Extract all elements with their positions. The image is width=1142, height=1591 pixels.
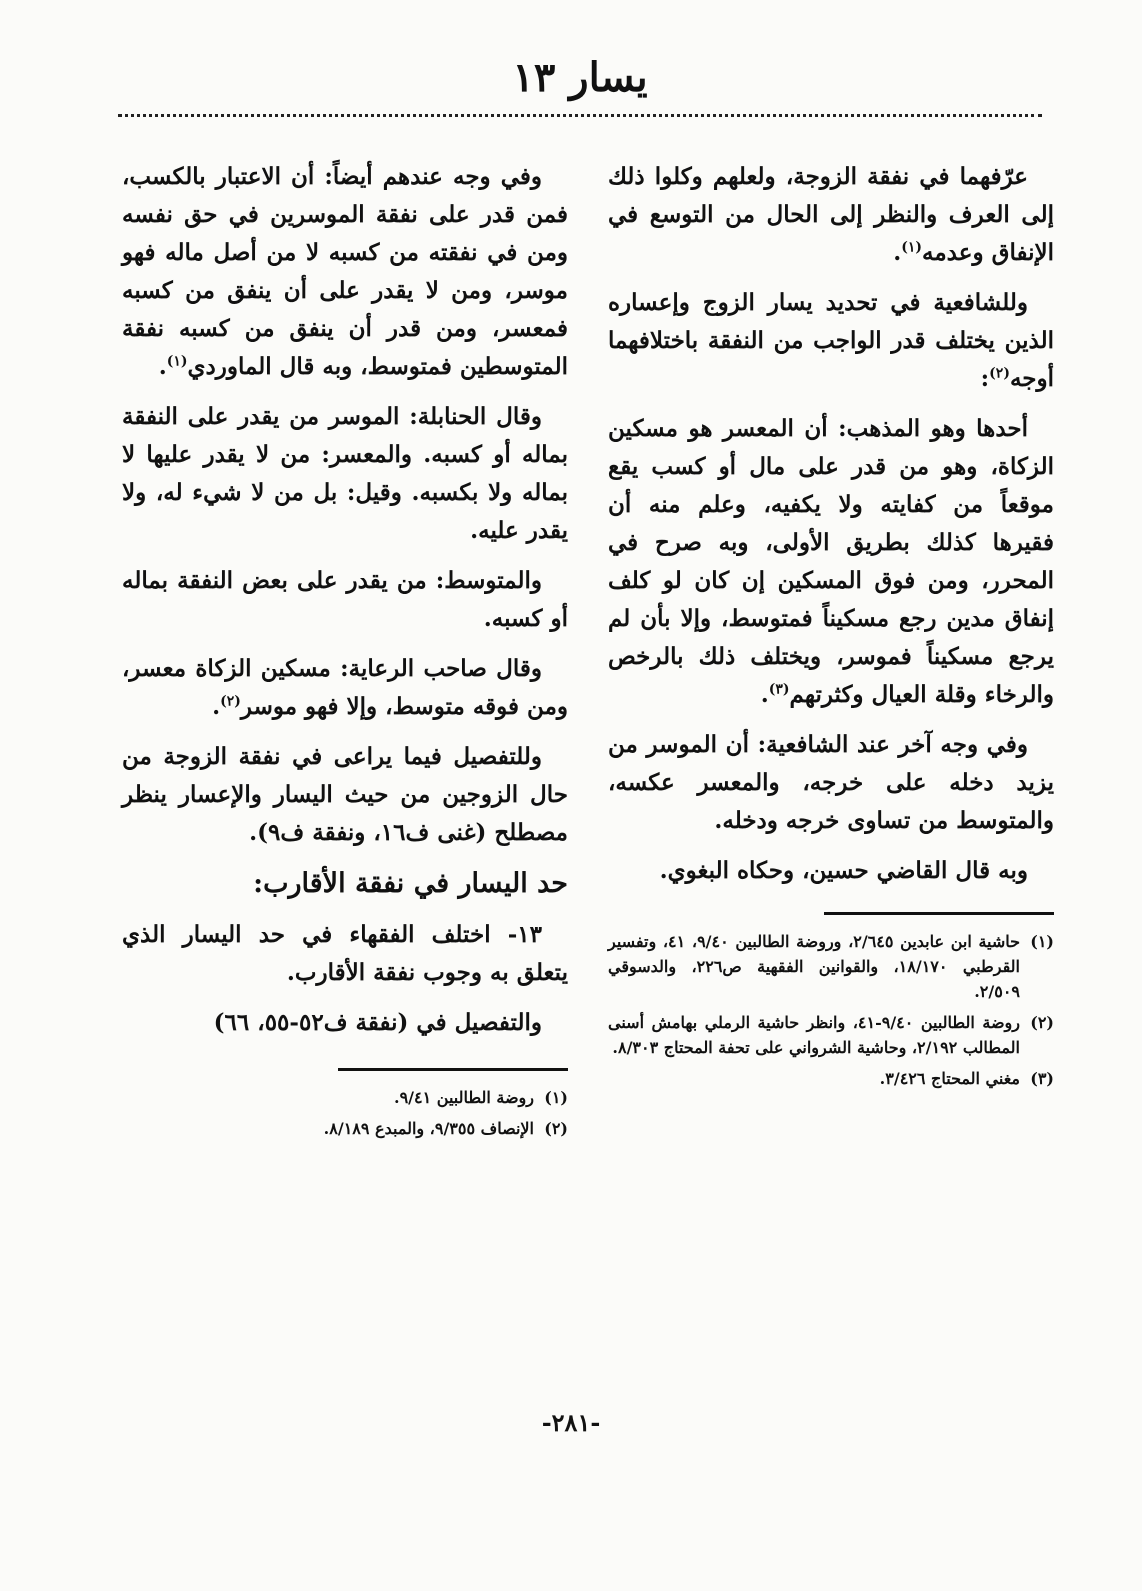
- footnote-ref[interactable]: (٢): [220, 693, 241, 710]
- footnote-separator: [338, 1068, 568, 1071]
- paragraph: وقال الحنابلة: الموسر من يقدر على النفقة بماله أو كسبه. والمعسر: من لا يقدر عليها لا بماله ولا بكسبه. وقيل: بل من لا شيء له، ولا يقدر عليه.: [122, 403, 568, 544]
- paragraph: وللتفصيل فيما يراعى في نفقة الزوجة من حال الزوجين من حيث اليسار والإعسار ينظر مصطلح (غنى ف١٦، ونفقة ف٩).: [122, 743, 568, 846]
- header-dotted-rule: [118, 114, 1042, 117]
- paragraph: وفي وجه آخر عند الشافعية: أن الموسر من يزيد دخله على خرجه، والمعسر عكسه، والمتوسط من تساوى خرجه ودخله.: [608, 731, 1054, 834]
- paragraph: ١٣- اختلف الفقهاء في حد اليسار الذي يتعلق به وجوب نفقة الأقارب.: [122, 921, 568, 986]
- paragraph: وفي وجه عندهم أيضاً: أن الاعتبار بالكسب، فمن قدر على نفقة الموسرين في حق نفسه ومن في نفقته من كسبه لا من أصل ماله فهو موسر، ومن لا يقدر على أن ينفق من كسبه فمعسر، ومن قدر أن ينفق من كسبه نفقة المتوسطين فمتوسط، وبه قال الماوردي$^{(١)}$.: [122, 163, 568, 380]
- footnotes: [122, 1085, 568, 1141]
- footnote-item: (١) حاشية ابن عابدين ٢/٦٤٥، وروضة الطالبين ٩/٤٠، ٤١، وتفسير القرطبي ١٨/١٧٠، والقوانين الفقهية ص٢٢٦، والدسوقي ٢/٥٠٩.: [608, 929, 1054, 1004]
- left-column: [122, 158, 568, 1147]
- footnote-ref[interactable]: (٣): [768, 681, 790, 698]
- footnote-ref[interactable]: (١): [166, 353, 188, 370]
- page-number: -٢٨١-: [541, 1408, 601, 1437]
- footnote-ref[interactable]: (١): [901, 239, 923, 256]
- page-header-title: يسار ١٣: [512, 54, 648, 101]
- paragraph: عرّفهما في نفقة الزوجة، ولعلهم وكلوا ذلك إلى العرف والنظر إلى الحال من التوسع في الإنفاق وعدمه$^{(١)}$.: [608, 163, 1054, 266]
- paragraph: وبه قال القاضي حسين، وحكاه البغوي.: [659, 857, 1028, 884]
- footnotes: [608, 929, 1054, 1091]
- footnote-ref[interactable]: (٢): [989, 365, 1010, 382]
- paragraph: أحدها وهو المذهب: أن المعسر هو مسكين الزكاة، وهو من قدر على مال أو كسب يقع موقعاً من كفايته ولا يكفيه، وعلم منه أن فقيرها كذلك بطريق الأولى، وبه صرح في المحرر، ومن فوق المسكين إن كان لو كلف إنفاق مدين رجع مسكيناً فمتوسط، وإلا بأن لم يرجع مسكيناً فموسر، ويختلف ذلك بالرخص والرخاء وقلة العيال وكثرتهم$^{(٣)}$.: [608, 415, 1054, 708]
- footnote-separator: [824, 912, 1054, 915]
- footnote-item: (٣) مغني المحتاج ٣/٤٢٦.: [608, 1066, 1054, 1091]
- footnote-item: (١) روضة الطالبين ٩/٤١.: [122, 1085, 568, 1110]
- footnote-item: (٢) الإنصاف ٩/٣٥٥، والمبدع ٨/١٨٩.: [122, 1116, 568, 1141]
- section-heading: حد اليسار في نفقة الأقارب:: [253, 868, 568, 899]
- footnote-number: (٢): [1030, 1013, 1054, 1032]
- footnote-item: (٢) روضة الطالبين ٩/٤٠-٤١، وانظر حاشية الرملي بهامش أسنى المطالب ٢/١٩٢، وحاشية الشرواني على تحفة المحتاج ٨/٣٠٣.: [608, 1010, 1054, 1060]
- paragraph: وللشافعية في تحديد يسار الزوج وإعساره الذين يختلف قدر الواجب من النفقة باختلافهما أوجه$^{(٢)}$:: [608, 289, 1054, 392]
- footnote-number: (١): [544, 1088, 568, 1107]
- footnote-number: (٢): [544, 1119, 568, 1138]
- paragraph: والمتوسط: من يقدر على بعض النفقة بماله أو كسبه.: [122, 567, 568, 632]
- paragraph: وقال صاحب الرعاية: مسكين الزكاة معسر، ومن فوقه متوسط، وإلا فهو موسر$^{(٢)}$.: [122, 655, 568, 720]
- right-column: [608, 158, 1054, 1097]
- paragraph: والتفصيل في (نفقة ف٥٢-٥٥، ٦٦): [213, 1009, 542, 1036]
- footnote-number: (٣): [1030, 1069, 1054, 1088]
- footnote-number: (١): [1030, 932, 1054, 951]
